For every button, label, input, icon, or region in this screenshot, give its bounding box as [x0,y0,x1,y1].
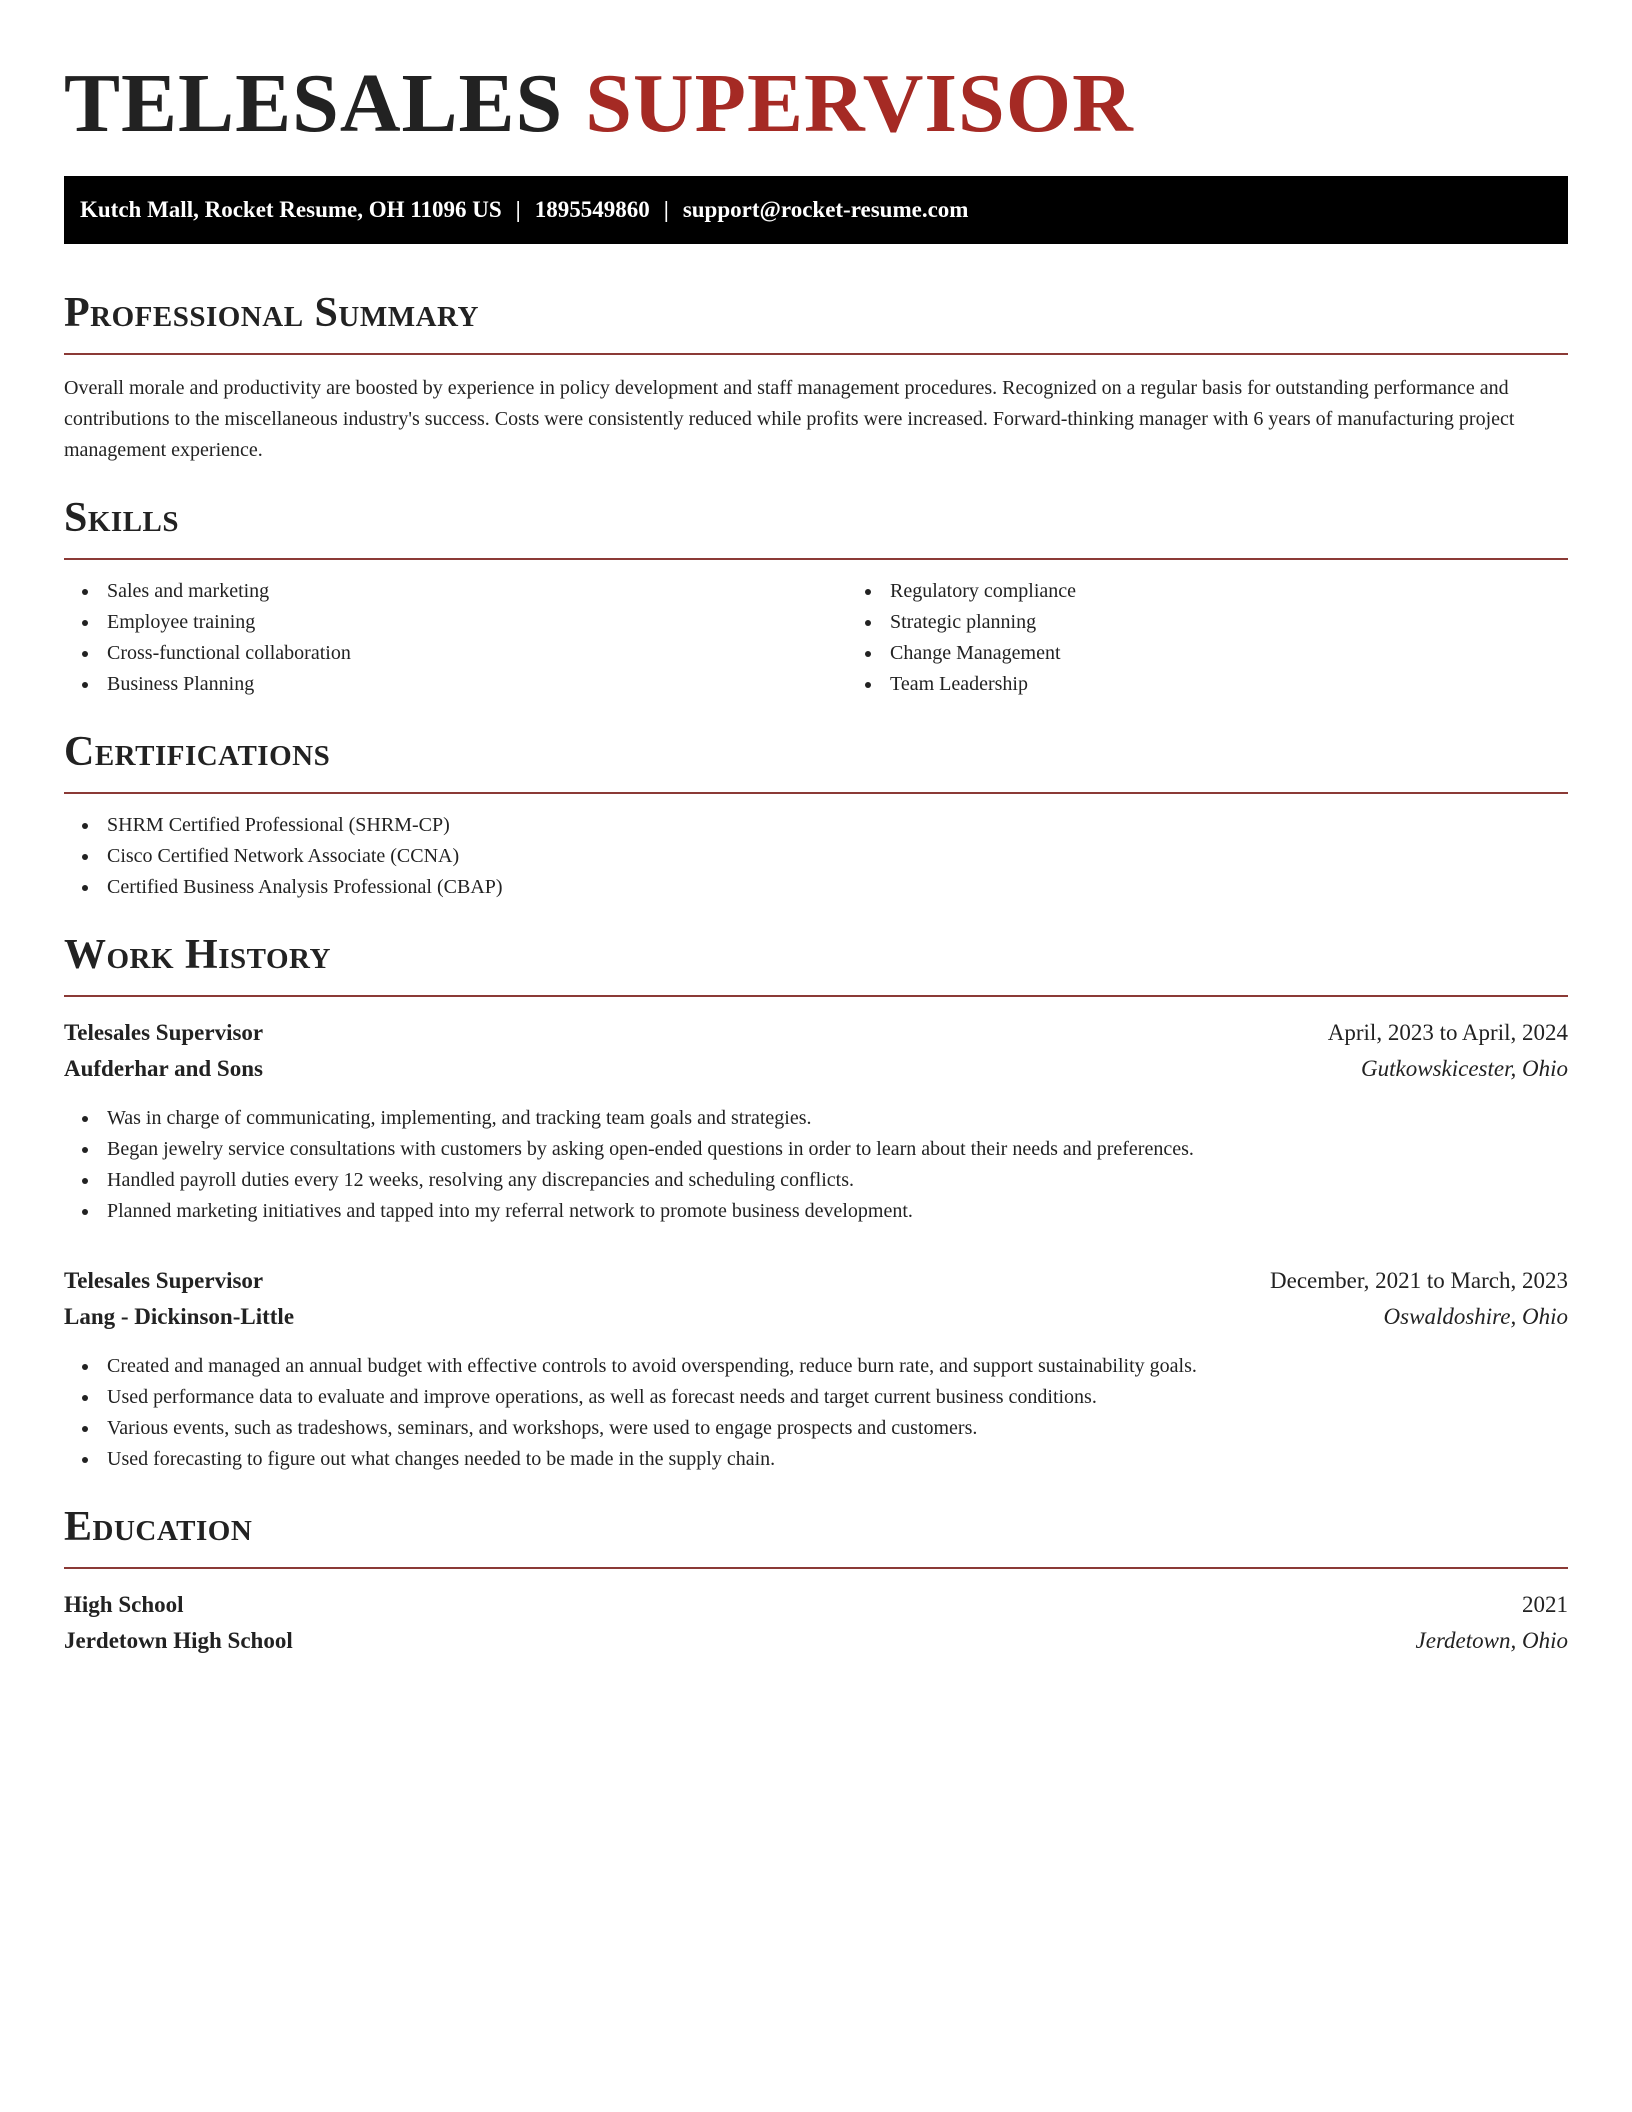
contact-separator: | [663,197,669,222]
education-school-row [64,1623,1568,1659]
contact-phone: 1895549860 [534,197,650,222]
job-company: Aufderhar and Sons [64,1056,263,1081]
list-item: Created and managed an annual budget with effective controls to avoid overspending, reduce burn rate, and support sustainability goals. [107,1351,1568,1382]
section-divider [64,353,1568,355]
list-item: Cisco Certified Network Associate (CCNA) [107,841,1568,872]
certifications-section [64,726,1568,903]
job-title: Telesales Supervisor [64,1020,264,1045]
section-divider [64,1567,1568,1569]
job-title-row [64,1263,1568,1299]
skills-list-right [847,576,1630,700]
section-heading: Work History [64,932,331,978]
education-entry [64,1587,1568,1659]
list-item: Various events, such as tradeshows, seminars, and workshops, were used to engage prospects and customers. [107,1413,1568,1444]
list-item: Handled payroll duties every 12 weeks, resolving any discrepancies and scheduling conflicts. [107,1165,1568,1196]
list-item: Sales and marketing [107,576,847,607]
education-year: 2021 [1522,1592,1568,1617]
education-location: Jerdetown, Ohio [1415,1628,1568,1653]
education-school: Jerdetown High School [64,1628,293,1653]
education-degree-row [64,1587,1568,1623]
title-second-word: SUPERVISOR [585,57,1134,150]
section-divider [64,792,1568,794]
job-entry [64,1015,1568,1227]
contact-bar [64,176,1568,244]
contact-separator: | [515,197,521,222]
education-degree: High School [64,1592,184,1617]
list-item: Strategic planning [890,607,1630,638]
list-item: Cross-functional collaboration [107,638,847,669]
list-item: Team Leadership [890,669,1630,700]
job-location: Gutkowskicester, Ohio [1361,1056,1568,1081]
section-heading: Education [64,1504,253,1550]
certifications-list [64,810,1568,903]
section-heading: Certifications [64,729,331,775]
list-item: Used performance data to evaluate and improve operations, as well as forecast needs and target current business conditions. [107,1382,1568,1413]
summary-section [64,287,1568,466]
job-title: Telesales Supervisor [64,1268,264,1293]
job-dates: April, 2023 to April, 2024 [1327,1020,1568,1045]
resume-title [64,0,1568,152]
list-item: Was in charge of communicating, implementing, and tracking team goals and strategies. [107,1103,1568,1134]
job-title-row [64,1015,1568,1051]
job-location: Oswaldoshire, Ohio [1383,1304,1568,1329]
skills-columns [64,560,1568,700]
skills-section [64,492,1568,700]
contact-address: Kutch Mall, Rocket Resume, OH 11096 US [80,197,502,222]
job-company-row [64,1051,1568,1087]
list-item: Change Management [890,638,1630,669]
list-item: Regulatory compliance [890,576,1630,607]
education-section [64,1501,1568,1659]
list-item: Employee training [107,607,847,638]
list-item: Began jewelry service consultations with customers by asking open-ended questions in order to learn about their needs and preferences. [107,1134,1568,1165]
list-item: Used forecasting to figure out what changes needed to be made in the supply chain. [107,1444,1568,1475]
job-dates: December, 2021 to March, 2023 [1270,1268,1568,1293]
list-item: SHRM Certified Professional (SHRM-CP) [107,810,1568,841]
section-heading: Skills [64,495,180,541]
job-duties-list [64,1103,1568,1227]
section-heading: Professional Summary [64,290,479,336]
job-entry [64,1263,1568,1475]
work-history-section [64,929,1568,1475]
section-divider [64,995,1568,997]
list-item: Certified Business Analysis Professional (CBAP) [107,872,1568,903]
list-item: Planned marketing initiatives and tapped into my referral network to promote business development. [107,1196,1568,1227]
job-company: Lang - Dickinson-Little [64,1304,295,1329]
list-item: Business Planning [107,669,847,700]
skills-list-left [64,576,847,700]
summary-text: Overall morale and productivity are boosted by experience in policy development and staff management procedures. Recognized on a regular basis for outstanding performance and contributions to the miscellaneous industry's success. Costs were consistently reduced while profits were increased. Forward-thinking manager with 6 years of manufacturing project management experience. [64,377,1515,461]
contact-email: support@rocket-resume.com [682,197,969,222]
job-duties-list [64,1351,1568,1475]
title-first-word: TELESALES [64,57,564,150]
job-company-row [64,1299,1568,1335]
